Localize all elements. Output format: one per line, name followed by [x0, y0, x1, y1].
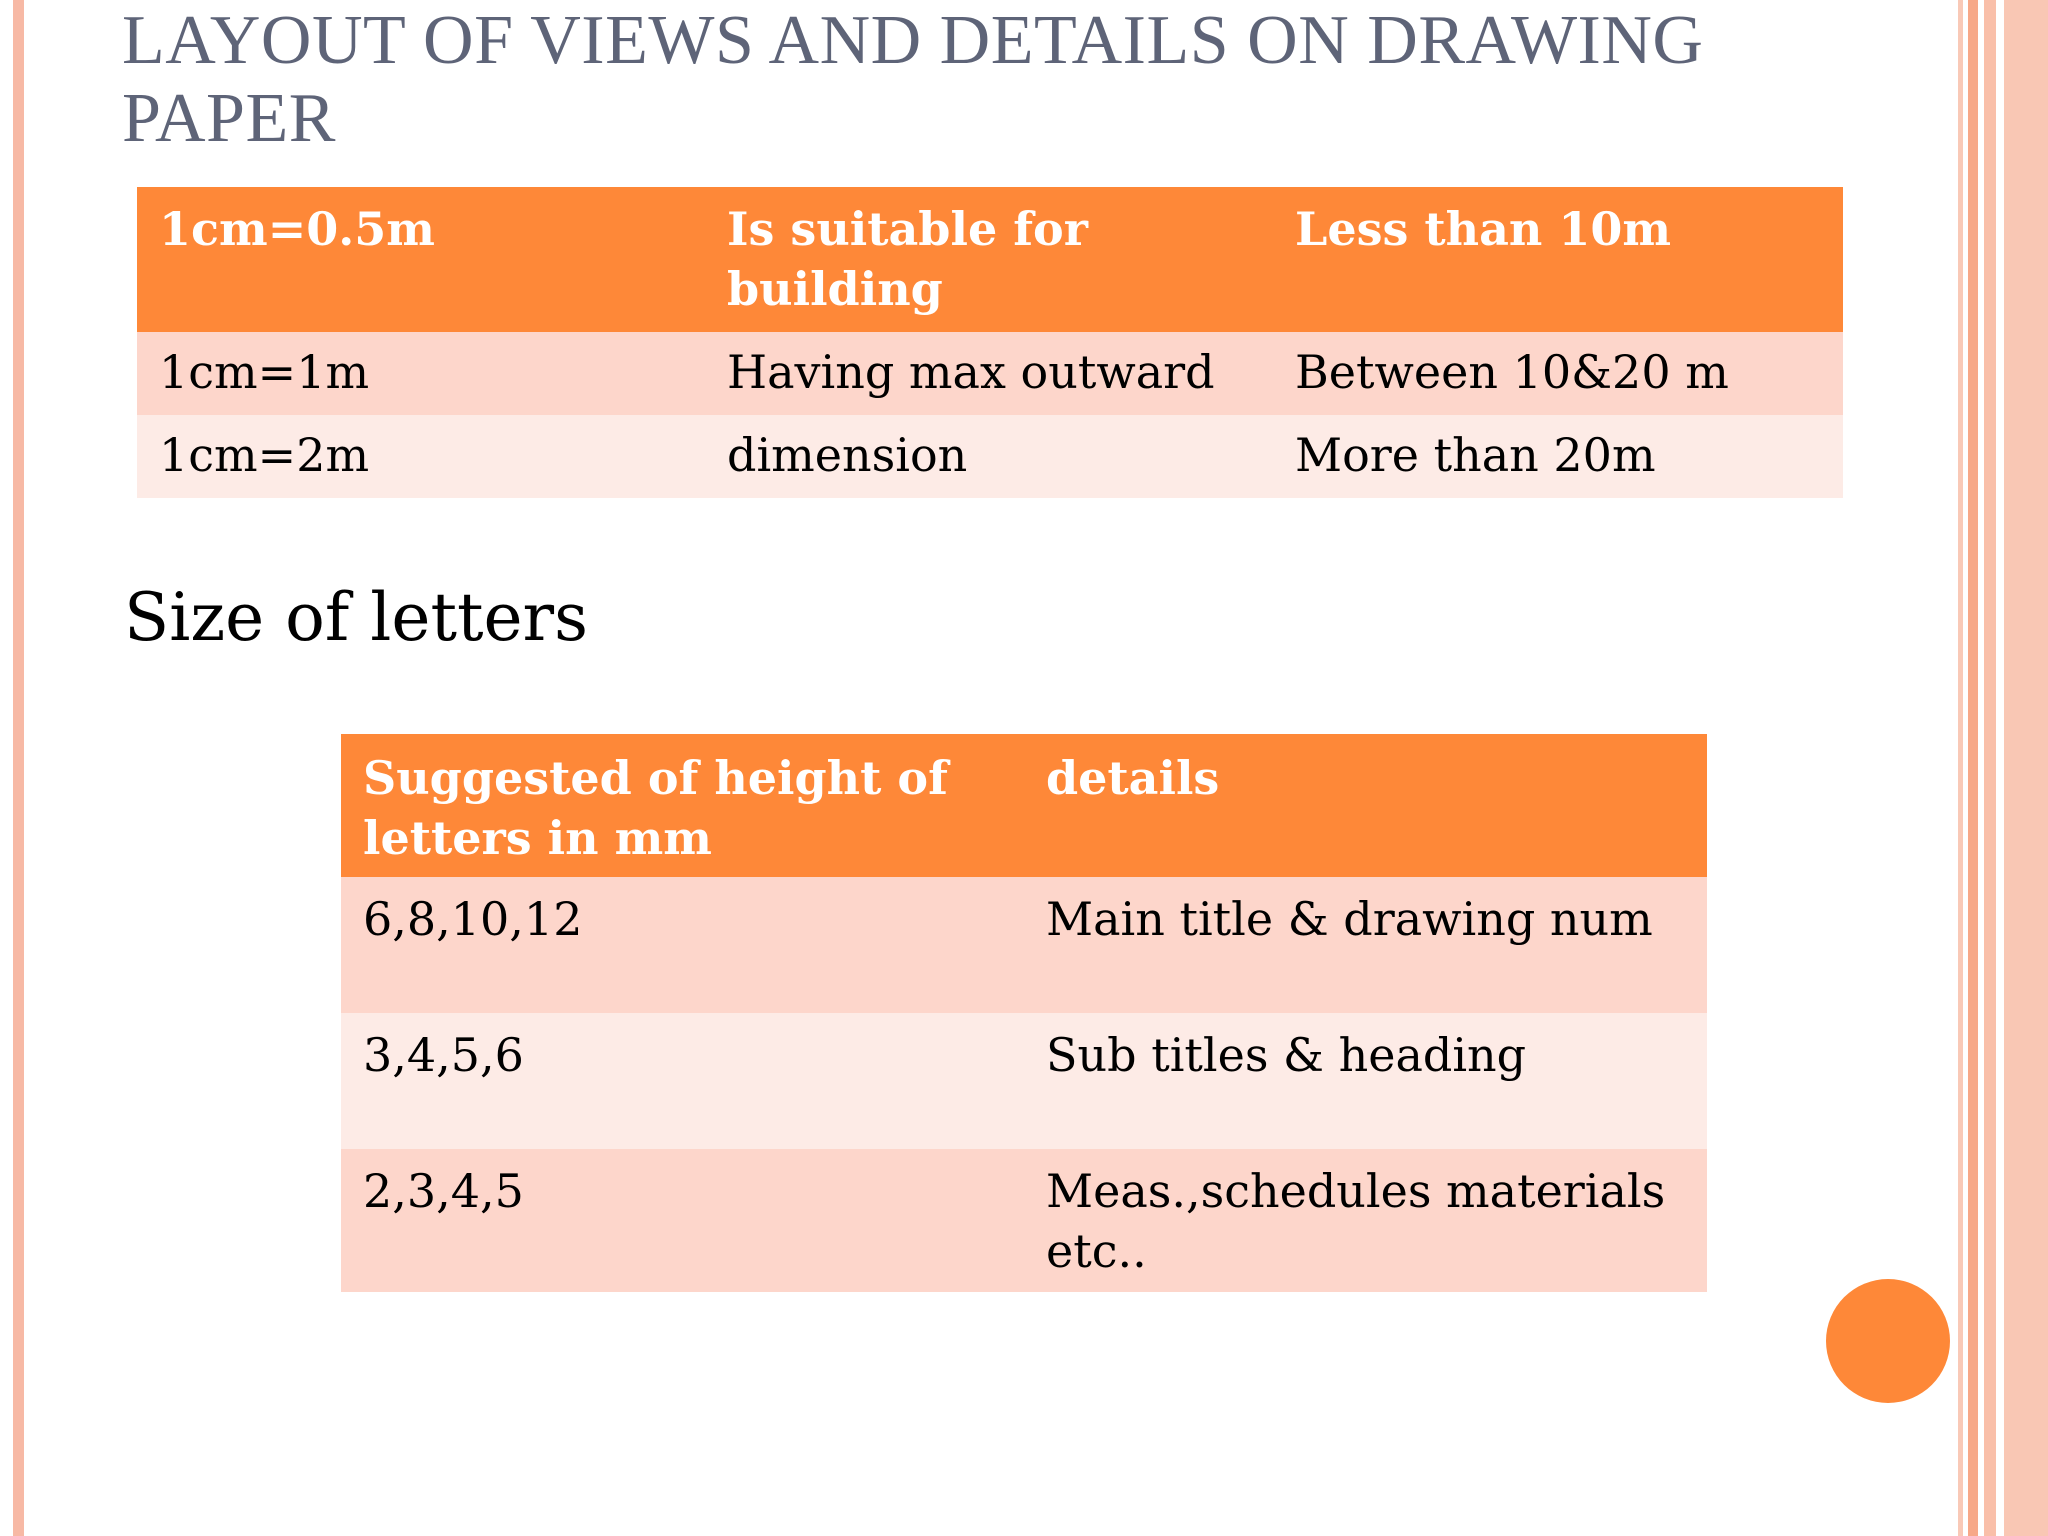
left-border — [13, 0, 24, 1536]
table-cell: dimension — [705, 415, 1273, 498]
table-row — [137, 415, 1843, 498]
table-cell: 6,8,10,12 — [341, 877, 1024, 1013]
table-header-row — [341, 734, 1707, 877]
letters-table — [341, 734, 1707, 1292]
table-cell: Between 10&20 m — [1273, 332, 1843, 415]
right-border-stripe — [1996, 0, 2004, 1536]
right-border-stripe — [1968, 0, 1978, 1536]
section-heading: Size of letters — [124, 579, 588, 656]
table-cell: 2,3,4,5 — [341, 1149, 1024, 1292]
right-border-stripe — [1984, 0, 1996, 1536]
table-cell: 1cm=2m — [137, 415, 705, 498]
table-row — [137, 332, 1843, 415]
table-cell: 1cm=1m — [137, 332, 705, 415]
table-cell: Main title & drawing num — [1024, 877, 1707, 1013]
table-cell: Sub titles & heading — [1024, 1013, 1707, 1149]
table-cell: 3,4,5,6 — [341, 1013, 1024, 1149]
table-row — [341, 1013, 1707, 1149]
table-row — [341, 877, 1707, 1013]
scale-table — [137, 187, 1843, 498]
table-cell: More than 20m — [1273, 415, 1843, 498]
right-border-stripe — [2004, 0, 2048, 1536]
header-cell: 1cm=0.5m — [137, 187, 705, 332]
table-row — [341, 1149, 1707, 1292]
table-cell: Meas.,schedules materials etc.. — [1024, 1149, 1707, 1292]
slide-title: LAYOUT OF VIEWS AND DETAILS ON DRAWING PAPER — [122, 2, 1704, 157]
header-cell: details — [1024, 734, 1707, 877]
header-cell: Is suitable for building — [705, 187, 1273, 332]
header-cell: Suggested of height of letters in mm — [341, 734, 1024, 877]
table-header-row — [137, 187, 1843, 332]
table-cell: Having max outward — [705, 332, 1273, 415]
header-cell: Less than 10m — [1273, 187, 1843, 332]
decorative-circle — [1826, 1279, 1950, 1403]
